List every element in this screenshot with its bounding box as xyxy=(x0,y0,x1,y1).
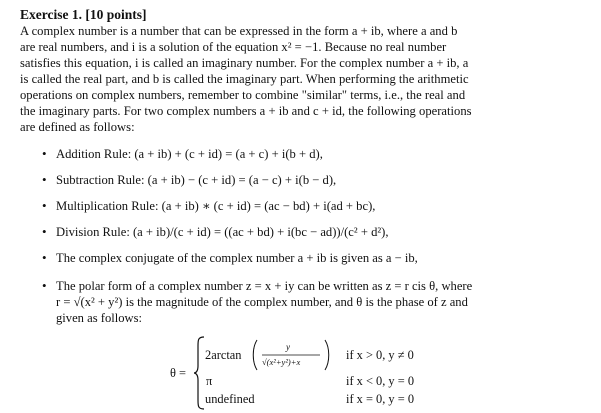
bullet-dot: • xyxy=(42,172,47,187)
subtraction-rule: Subtraction Rule: (a + ib) − (c + id) = (a − c) + i(b − d), xyxy=(56,173,337,187)
polar-line: The polar form of a complex number z = x + iy can be written as z = r cis θ, where xyxy=(56,279,473,293)
bullet-dot: • xyxy=(42,146,47,161)
condition-2: if x < 0, y = 0 xyxy=(346,374,415,388)
case-undefined: undefined xyxy=(205,392,255,406)
paragraph-line: are real numbers, and i is a solution of the equation x² = −1. Because no real number xyxy=(20,40,447,54)
addition-rule: Addition Rule: (a + ib) + (c + id) = (a + c) + i(b + d), xyxy=(56,147,323,161)
bullet-dot: • xyxy=(42,278,47,293)
conjugate-rule: The complex conjugate of the complex number a + ib is given as a − ib, xyxy=(56,251,418,265)
bullet-dot: • xyxy=(42,250,47,265)
bullet-dot: • xyxy=(42,198,47,213)
paragraph-line: are defined as follows: xyxy=(20,120,135,134)
case-pi: π xyxy=(206,374,213,388)
paragraph-line: A complex number is a number that can be expressed in the form a + ib, where a and b xyxy=(20,24,458,38)
theta-lhs: θ = xyxy=(170,366,187,380)
paragraph-line: the imaginary parts. For two complex numbers a + ib and c + id, the following operations xyxy=(20,104,472,118)
polar-line: given as follows: xyxy=(56,311,143,325)
paragraph-line: satisfies this equation, i is called an imaginary number. For the complex number a + ib, a xyxy=(20,56,469,70)
polar-line: r = √(x² + y²) is the magnitude of the complex number, and θ is the phase of z and xyxy=(56,295,468,309)
division-rule: Division Rule: (a + ib)/(c + id) = ((ac + bd) + i(bc − ad))/(c² + d²), xyxy=(56,225,389,239)
paragraph-line: is called the real part, and b is called the imaginary part. When performing the arithmetic xyxy=(20,72,469,86)
paragraph-line: operations on complex numbers, remember to combine "similar" terms, i.e., the real and xyxy=(20,88,466,102)
bullet-dot: • xyxy=(42,224,47,239)
condition-1: if x > 0, y ≠ 0 xyxy=(346,348,414,362)
fraction-numerator: y xyxy=(286,342,290,352)
multiplication-rule: Multiplication Rule: (a + ib) ∗ (c + id) = (ac − bd) + i(ad + bc), xyxy=(56,199,376,213)
condition-3: if x = 0, y = 0 xyxy=(346,392,415,406)
case-arctan: 2arctan xyxy=(205,348,242,362)
exercise-title: Exercise 1. [10 points] xyxy=(20,7,147,22)
fraction-denominator: √(x²+y²)+x xyxy=(262,357,301,367)
left-brace-icon xyxy=(193,336,205,410)
